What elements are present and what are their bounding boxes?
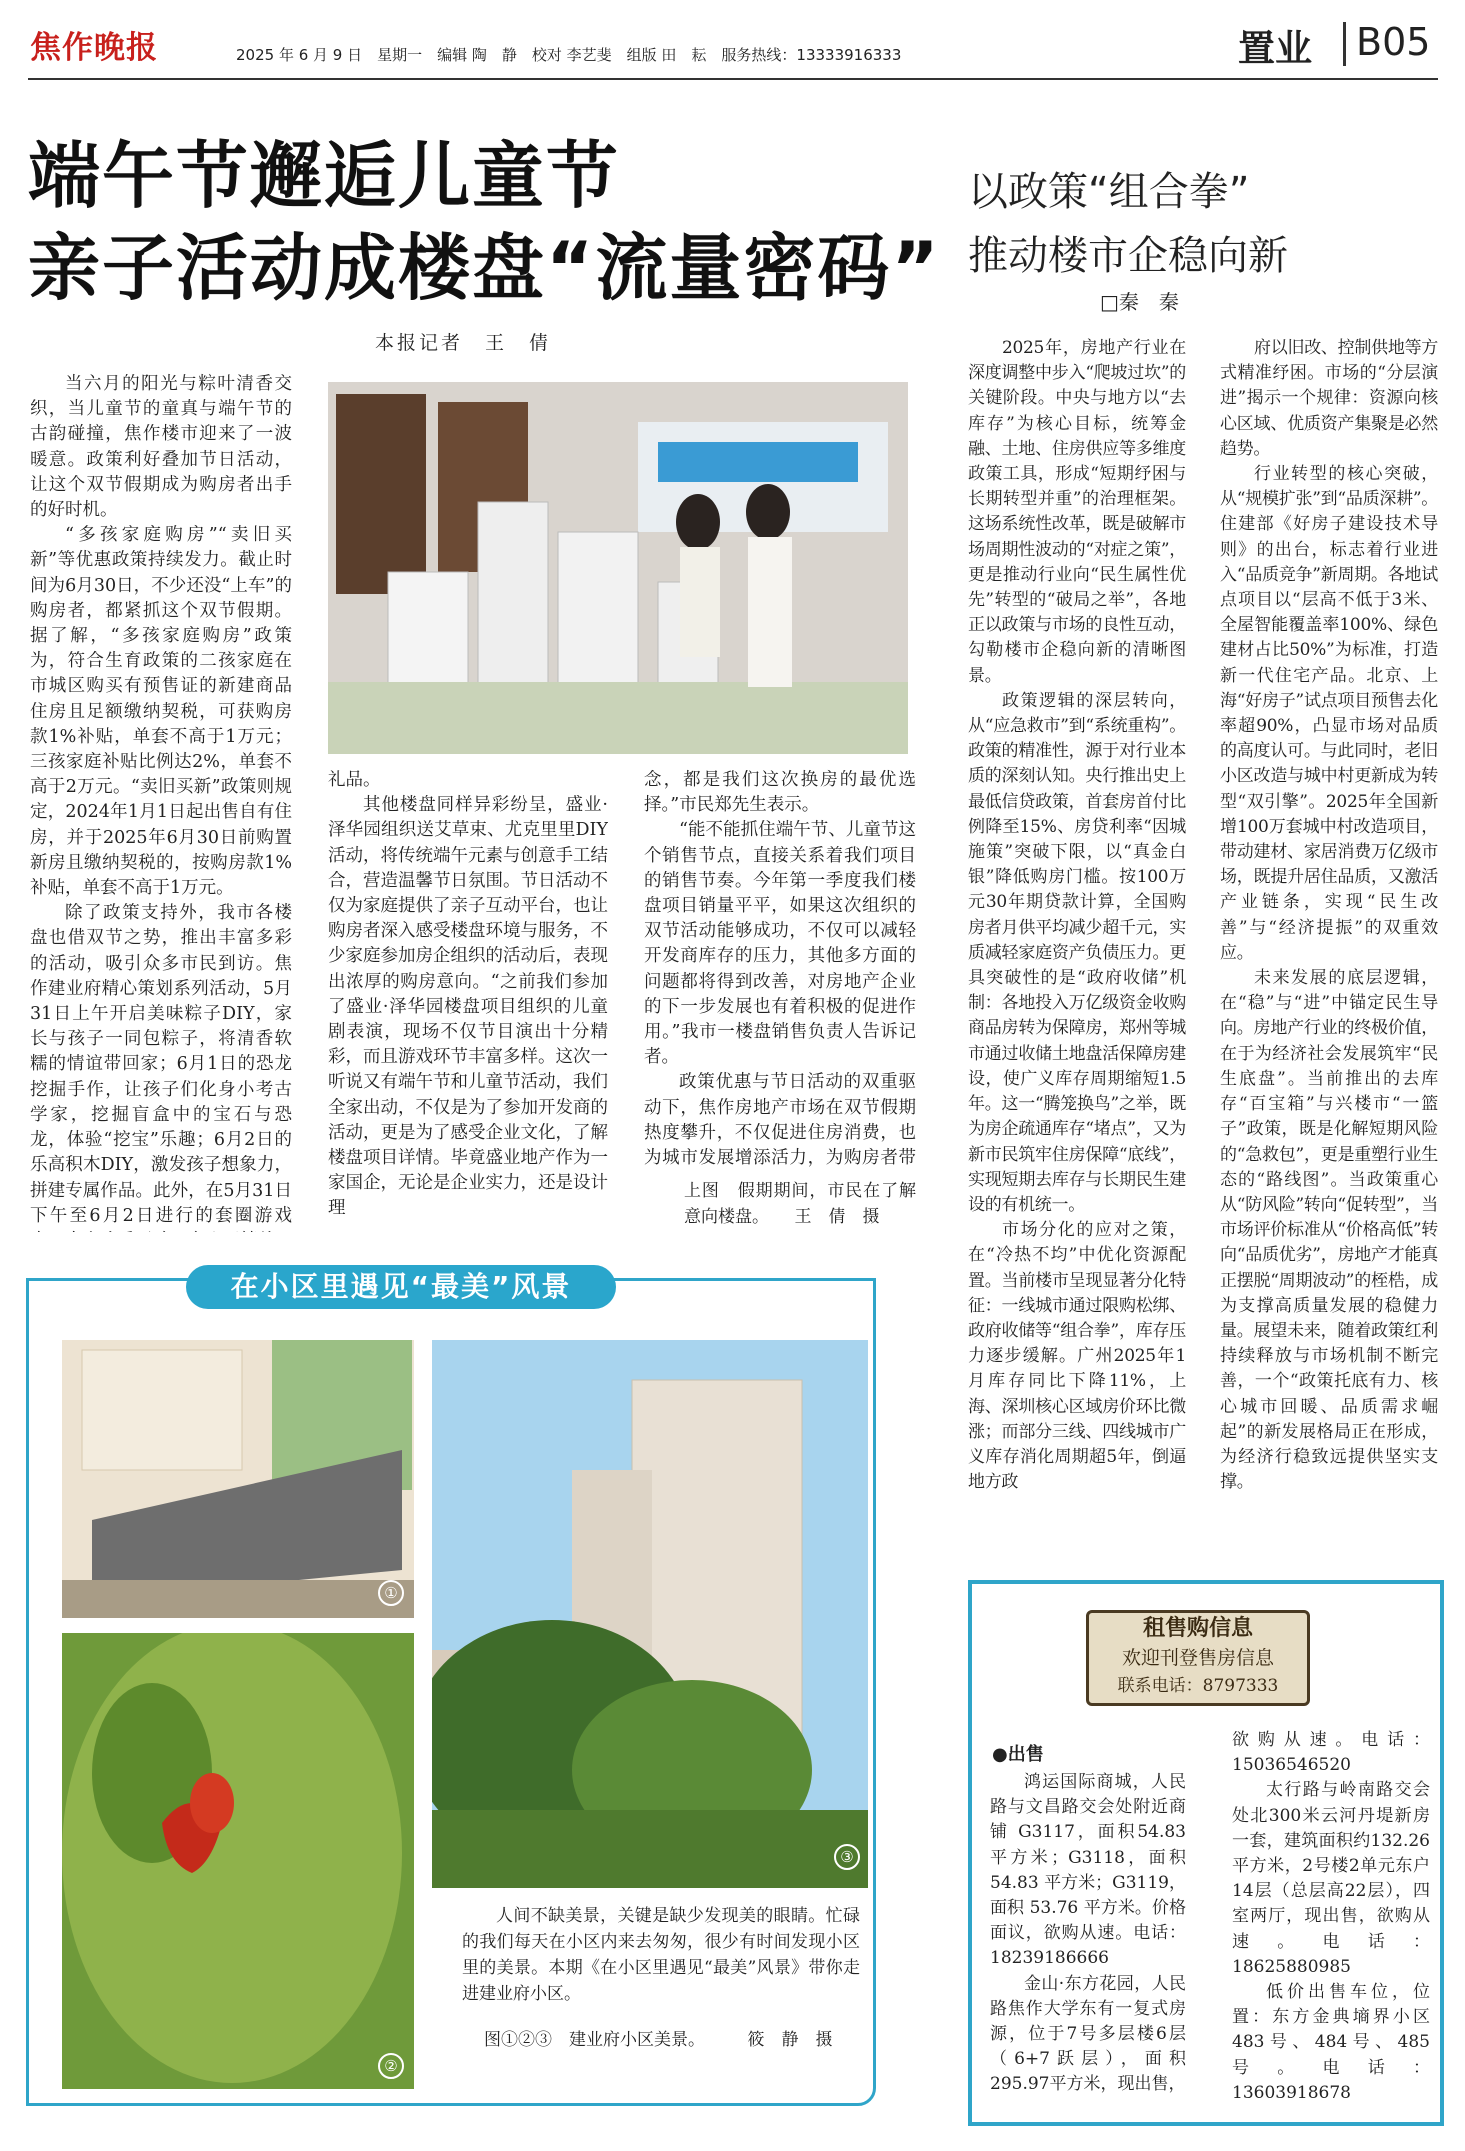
listing: 鸿运国际商城，人民路与文昌路交会处附近商铺 G3117，面积54.83 平方米；G3118，面积 54.83 平方米；G3119，面积 53.76 平方米。价格面议，欲购从速。电话：18239186666 [990,1772,1186,1969]
listing: 低价出售车位，位置：东方金典墒界小区483号、484号、485号。电话：13603918678 [1232,1982,1430,2103]
right-headline-line2: 推动楼市企稳向新 [968,233,1288,279]
photo-feature-caption: 图①②③ 建业府小区美景。 筱 静 摄 [484,2030,833,2050]
paragraph: 除了政策支持外，我市各楼盘也借双节之势，推出丰富多彩的活动，吸引众多市民到访。焦作建业府精心策划系列活动，5月31日上午开启美味粽子DIY，家长与孩子一同包粽子，将清香软糯的情谊带回家；6月1日的恐龙挖掘手作，让孩子们化身小考古学家，挖掘盲盒中的宝石与恐龙，体验“挖宝”乐趣；6月2日的乐高积木DIY，激发孩子想象力，拼建专属作品。此外，在5月31日下午至6月2日进行的套圈游戏 [30,903,292,1226]
header-divider [1343,22,1346,66]
paragraph: 市场分化的应对之策，在“冷热不均”中优化资源配置。当前楼市呈现显著分化特征：一线城市通过限购松绑、政府收储等“组合拳”，库存压力逐步缓解。广州2025年1月库存同比下降11%，上海、深圳核心区域房价环比微涨；而部分三线、四线城市广义库存消化周期超5年，倒逼地方政 [968,1220,1186,1493]
headline-line2: 亲子活动成楼盘“流量密码” [28,226,941,310]
paragraph: 未来发展的底层逻辑，在“稳”与“进”中锚定民生导向。房地产行业的终极价值，在于为经济社会发展筑牢“民生底盘”。当前推出的去库存“百宝箱”与兴楼市“一篮子”政策，既是化解短期风险的“急救包”，更是重塑行业生态的“路线图”。当政策重心从“防风险”转向“促转型”，当市场评价标准从“价格高低”转向“品质优劣”，房地产才能真正摆脱“周期波动”的桎梏，成为支撑高质量发展的稳健力量。展望未来，随着政策红利持续释放与市场机制不断完善，一个“政策托底有力、核心城市回暖、品质需求崛起”的新发展格局正在形成，为经济行稳致远提供坚实支撑。 [1220,968,1438,1493]
masthead-logo: 焦作晚报 [30,30,158,66]
paragraph: 其他楼盘同样异彩纷呈，盛业·泽华园组织送艾草束、尤克里里DIY活动，将传统端午元素与创意手工结合，营造温馨节日氛围。节日活动不仅为家庭提供了亲子互动平台，也让购房者深入感受楼盘环境与服务，不少家庭参加房企组织的活动后，表现出浓厚的购房意向。“之前我们参加了盛业·泽华园楼盘项目组织的儿童剧表演，现场不仅节目演出十分精彩，而且游戏环节丰富多样。这次一听说又有端午节和儿童节活动，我们全家出动，不仅是为了参加开发商的活动，更是为了感受企业文化，了解楼盘项目详情。毕竟盛业地产作为一家国企，无论是企业实力，还是设计理 [328,795,608,1219]
badge-3: ③ [834,1844,860,1870]
photo-feature-banner: 在小区里遇见“最美”风景 [186,1265,616,1309]
main-byline: 本报记者 王 倩 [375,332,552,354]
classifieds-column-b [1232,1728,1430,2116]
section-name: 置业 [1238,27,1312,70]
issue-meta: 2025 年 6 月 9 日 星期一 编辑 陶 静 校对 李艺斐 组版 田 耘 服务热线：13333916333 [236,46,902,64]
paragraph: 政策逻辑的深层转向，从“应急救市”到“系统重构”。政策的精准性，源于对行业本质的深刻认知。央行推出史上最低信贷政策，首套房首付比例降至15%、房贷利率“因城施策”突破下限，以“真金白银”降低购房门槛。按100万元30年期贷款计算，全国购房者月供平均减少超千元，实质减轻家庭资产负债压力。更具突破性的是“政府收储”机制：各地投入万亿级资金收购商品房转为保障房，郑州等城市通过收储土地盘活保障房建设，使广义库存周期缩短1.5年。这一“腾笼换鸟”之举，既为房企疏通库存“堵点”，又为新市民筑牢住房保障“底线”，实现短期去库存与长期民生建设的有机统一。 [968,690,1186,1215]
headline-line1: 端午节邂逅儿童节 [28,134,621,218]
listing: 欲购从速。电话：15036546520 [1232,1730,1430,1776]
sign-subtitle: 欢迎刊登售房信息 [1121,1647,1274,1669]
fountain-photo [62,1340,414,1618]
listing: 太行路与岭南路交会处北300米云河丹堤新房一套，建筑面积约132.26平方米，2号楼2单元东户14层（总层高22层），四室两厅，现出售，欲购从速。电话：18625880985 [1232,1780,1430,1977]
photo-caption: 上图 假期期间，市民在了解意向楼盘。 王 倩 摄 [684,1181,916,1227]
paragraph: “多孩家庭购房”“卖旧买新”等优惠政策持续发力。截止时间为6月30日，不少还没“上车”的购房者，都紧抓这个双节假期。据了解，“多孩家庭购房”政策为，符合生育政策的二孩家庭在市城区购买有预售证的新建商品住房且足额缴纳契税，可获购房款1%补贴，单套不高于1万元；三孩家庭补贴比例达2%，单套不高于2万元。“卖旧买新”政策则规定，2024年1月1日起出售自有住房，并于2025年6月30日前购置新房且缴纳契税的，按购房款1%补贴，单套不高于1万元。 [30,525,292,899]
photo-feature-text: 人间不缺美景，关键是缺少发现美的眼睛。忙碌的我们每天在小区内来去匆匆，很少有时间发现小区里的美景。本期《在小区里遇见“最美”风景》带你走进建业府小区。 [462,1906,860,2004]
paragraph: 念，都是我们这次换房的最优选择。”市民郑先生表示。 [644,770,916,816]
main-column-3 [644,768,916,1168]
for-sale-label: ●出售 [992,1744,1044,1765]
sign-title: 租售购信息 [1142,1615,1253,1641]
paragraph: 行业转型的核心突破，从“规模扩张”到“品质深耕”。住建部《好房子建设技术导则》的出台，标志着行业进入“品质竞争”新周期。各地试点项目以“层高不低于3米、全屋智能覆盖率100%、绿色建材占比50%”为标准，打造新一代住宅产品。北京、上海“好房子”试点项目预售去化率超90%，凸显市场对品质的高度认可。与此同时，老旧小区改造与城中村更新成为转型“双引擎”。2025年全国新增100万套城中村改造项目，带动建材、家居消费万亿级市场，既提升居住品质，又激活产业链条，实现“民生改善”与“经济提振”的双重效应。 [1220,464,1438,963]
header-rule [28,78,1438,80]
main-column-1 [30,372,292,1232]
paragraph: “能不能抓住端午节、儿童节这个销售节点，直接关系着我们项目的销售节奏。今年第一季度我们楼盘项目销量平平，如果这次组织的双节活动能够成功，不仅可以减轻开发商库存的压力，其他多方面的问题都将得到改善，对房地产企业的下一步发展也有着积极的促进作用。”我市一楼盘销售负责人告诉记者。 [644,820,916,1068]
right-column-b [1220,336,1438,1546]
residential-building-photo [432,1340,868,1888]
classifieds-sign [1086,1610,1310,1706]
right-column-a [968,336,1186,1546]
paragraph: 当六月的阳光与粽叶清香交织，当儿童节的童真与端午节的古韵碰撞，焦作楼市迎来了一波暖意。政策利好叠加节日活动，让这个双节假期成为购房者出手的好时机。 [30,374,292,521]
paragraph: 2025年，房地产行业在深度调整中步入“爬坡过坎”的关键阶段。中央与地方以“去库存”为核心目标，统筹金融、土地、住房供应等多维度政策工具，形成“短期纾困与长期转型并重”的治理框架。这场系统性改革，既是破解市场周期性波动的“对症之策”，更是推动行业向“民生属性优先”转型的“破局之举”，各地正以政策与市场的良性互动，勾勒楼市企稳向新的清晰图景。 [968,338,1186,686]
badge-1: ① [378,1580,404,1606]
sign-phone: 联系电话：8797333 [1117,1676,1279,1696]
page-number: B05 [1356,20,1431,64]
listing: 金山·东方花园，人民路焦作大学东有一复式房源，位于7号多层楼6层（6+7跃层），面积295.97平方米，现出售， [990,1973,1186,2095]
paragraph: 府以旧改、控制供地等方式精准纾困。市场的“分层演进”揭示一个规律：资源向核心区域、优质资产集聚是必然趋势。 [1220,338,1438,459]
main-column-2 [328,768,608,1232]
right-byline: □秦 秦 [1100,290,1179,314]
pomegranate-photo [62,1633,414,2089]
right-headline-line1: 以政策“组合拳” [968,169,1250,215]
paragraph: 政策优惠与节日活动的双重驱动下，焦作房地产市场在双节假期热度攀升，不仅促进住房消费，也为城市发展增添活力，为购房者带 [644,1072,916,1168]
classifieds-column-a [990,1770,1186,2116]
sales-office-photo [328,382,908,754]
badge-2: ② [378,2053,404,2079]
paragraph: 礼品。 [328,770,381,790]
